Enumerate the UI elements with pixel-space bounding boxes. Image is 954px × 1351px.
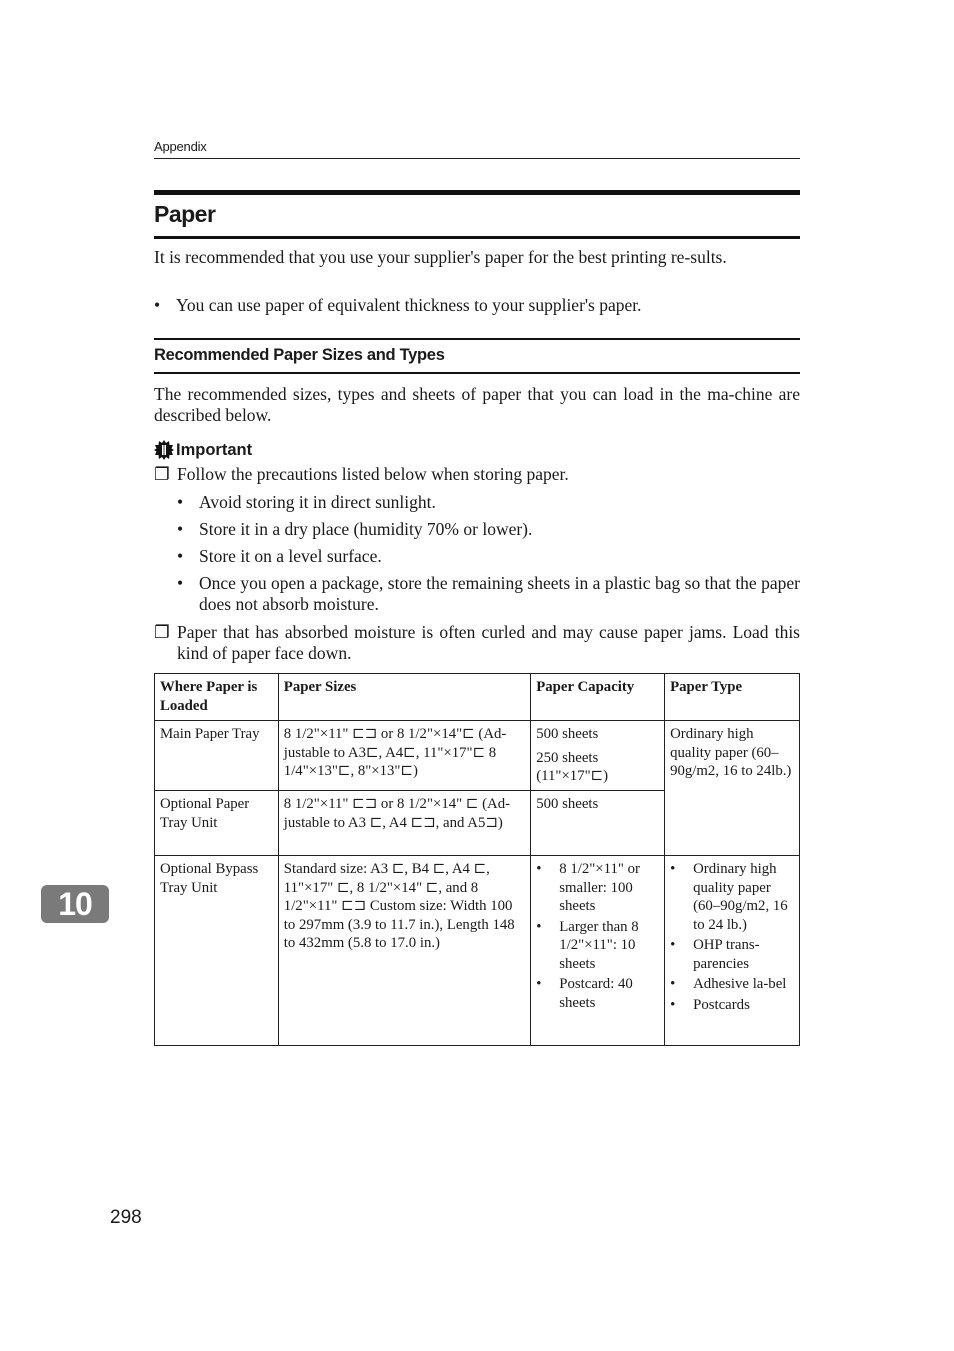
- table-row: [155, 721, 800, 791]
- capacity-list: [536, 860, 659, 1012]
- storage-list: [177, 492, 800, 621]
- header-rule: [154, 158, 800, 159]
- section-rule-top: [154, 338, 800, 340]
- list-item: [536, 860, 659, 916]
- table-cell-where: Main Paper Tray: [155, 721, 279, 791]
- list-item: [177, 546, 800, 567]
- check-text: Follow the precautions listed below when storing paper.: [177, 464, 569, 484]
- list-item-text: Store it on a level surface.: [199, 546, 382, 566]
- table-cell-where: Optional Bypass Tray Unit: [155, 856, 279, 1046]
- check-text: Paper that has absorbed moisture is often curled and may cause paper jams. Load this kind of paper face down.: [177, 622, 800, 663]
- checkbox-icon: ❐: [154, 622, 170, 642]
- section-rule-bottom: [154, 372, 800, 374]
- list-item: [177, 573, 800, 615]
- table-cell-capacity: [531, 791, 665, 856]
- bullet-icon: •: [670, 976, 676, 992]
- bullet-icon: •: [536, 918, 542, 935]
- list-item: [177, 492, 800, 513]
- list-item-text: Larger than 8 1/2"×11": 10 sheets: [559, 918, 639, 972]
- list-item-text: Postcard: 40 sheets: [559, 976, 633, 1011]
- table-cell-type: Ordinary high quality paper (60–90g/m2, 16 to 24lb.): [665, 721, 800, 856]
- important-heading: [154, 440, 252, 460]
- column-header: Paper Type: [665, 674, 800, 721]
- section-intro-text: The recommended sizes, types and sheets of paper that you can load in the ma-chine are described below.: [154, 384, 800, 425]
- paper-table: [154, 673, 800, 1046]
- table-cell-capacity: [531, 721, 665, 791]
- table-cell-type: [665, 856, 800, 1046]
- list-item: [670, 860, 794, 934]
- table-cell-sizes: 8 1/2"×11" ⊏⊐ or 8 1/2"×14" ⊏ (Ad-justable to A3 ⊏, A4 ⊏⊐, and A5⊐): [278, 791, 530, 856]
- table-row: [155, 856, 800, 1046]
- list-item: [670, 975, 794, 994]
- bullet-icon: •: [670, 861, 676, 877]
- table-cell-sizes: Standard size: A3 ⊏, B4 ⊏, A4 ⊏, 11"×17" ⊏, 8 1/2"×14" ⊏, and 8 1/2"×11" ⊏⊐ Custom size: Width 100 to 297mm (3.9 to 11.7 in.), Length 148 to 432mm (5.8 to 17.0 in.): [278, 856, 530, 1046]
- title-rule-top: [154, 190, 800, 195]
- capacity-line: 500 sheets: [536, 796, 599, 812]
- list-item: [536, 918, 659, 974]
- intro-text: It is recommended that you use your supplier's paper for the best printing re-sults.: [154, 247, 727, 267]
- chapter-tab: 10: [41, 885, 109, 923]
- column-header: Where Paper is Loaded: [155, 674, 279, 721]
- table-cell-sizes: 8 1/2"×11" ⊏⊐ or 8 1/2"×14"⊏ (Ad-justable to A3⊏, A4⊏, 11"×17"⊏ 8 1/4"×13"⊏, 8"×13"⊏): [278, 721, 530, 791]
- important-icon: [154, 440, 174, 460]
- column-header: Paper Capacity: [531, 674, 665, 721]
- list-item: [536, 975, 659, 1012]
- table-header-row: [155, 674, 800, 721]
- capacity-line: 250 sheets (11"×17"⊏): [536, 749, 609, 784]
- column-header: Paper Sizes: [278, 674, 530, 721]
- important-check-item: [154, 622, 800, 664]
- checkbox-icon: ❐: [154, 464, 170, 484]
- intro-bullet: [154, 295, 800, 316]
- title-rule-bottom: [154, 236, 800, 239]
- important-label: Important: [176, 440, 253, 459]
- capacity-line: 500 sheets: [536, 726, 599, 742]
- table-cell-capacity: [531, 856, 665, 1046]
- list-item: [177, 519, 800, 540]
- bullet-icon: •: [177, 546, 184, 566]
- bullet-icon: •: [536, 976, 542, 992]
- list-item: [670, 996, 794, 1015]
- running-head: Appendix: [154, 139, 207, 154]
- bullet-icon: •: [177, 519, 184, 539]
- list-item-text: Avoid storing it in direct sunlight.: [199, 492, 436, 512]
- list-item-text: Ordinary high quality paper (60–90g/m2, 16 to 24 lb.): [693, 861, 788, 933]
- important-check-item: [154, 464, 800, 485]
- type-list: [670, 860, 794, 1014]
- page-title: Paper: [154, 201, 216, 227]
- bullet-icon: •: [536, 861, 542, 877]
- intro-paragraph: [154, 247, 800, 268]
- list-item-text: Once you open a package, store the remaining sheets in a plastic bag so that the paper does not absorb moisture.: [199, 573, 800, 614]
- list-item-text: Postcards: [693, 996, 750, 1013]
- list-item-text: Adhesive la-bel: [693, 976, 787, 992]
- bullet-icon: •: [177, 573, 184, 593]
- table-cell-where: Optional Paper Tray Unit: [155, 791, 279, 856]
- list-item-text: OHP trans-parencies: [693, 937, 760, 972]
- bullet-icon: •: [177, 492, 184, 512]
- bullet-icon: •: [154, 295, 161, 315]
- list-item: [670, 936, 794, 973]
- section-intro: [154, 384, 800, 426]
- list-item-text: 8 1/2"×11" or smaller: 100 sheets: [559, 861, 640, 914]
- bullet-icon: •: [670, 937, 676, 953]
- bullet-icon: •: [670, 996, 676, 1013]
- page-number: 298: [110, 1207, 142, 1228]
- list-item-text: Store it in a dry place (humidity 70% or lower).: [199, 519, 533, 539]
- intro-bullet-text: You can use paper of equivalent thickness to your supplier's paper.: [176, 295, 642, 315]
- section-title: Recommended Paper Sizes and Types: [154, 346, 445, 364]
